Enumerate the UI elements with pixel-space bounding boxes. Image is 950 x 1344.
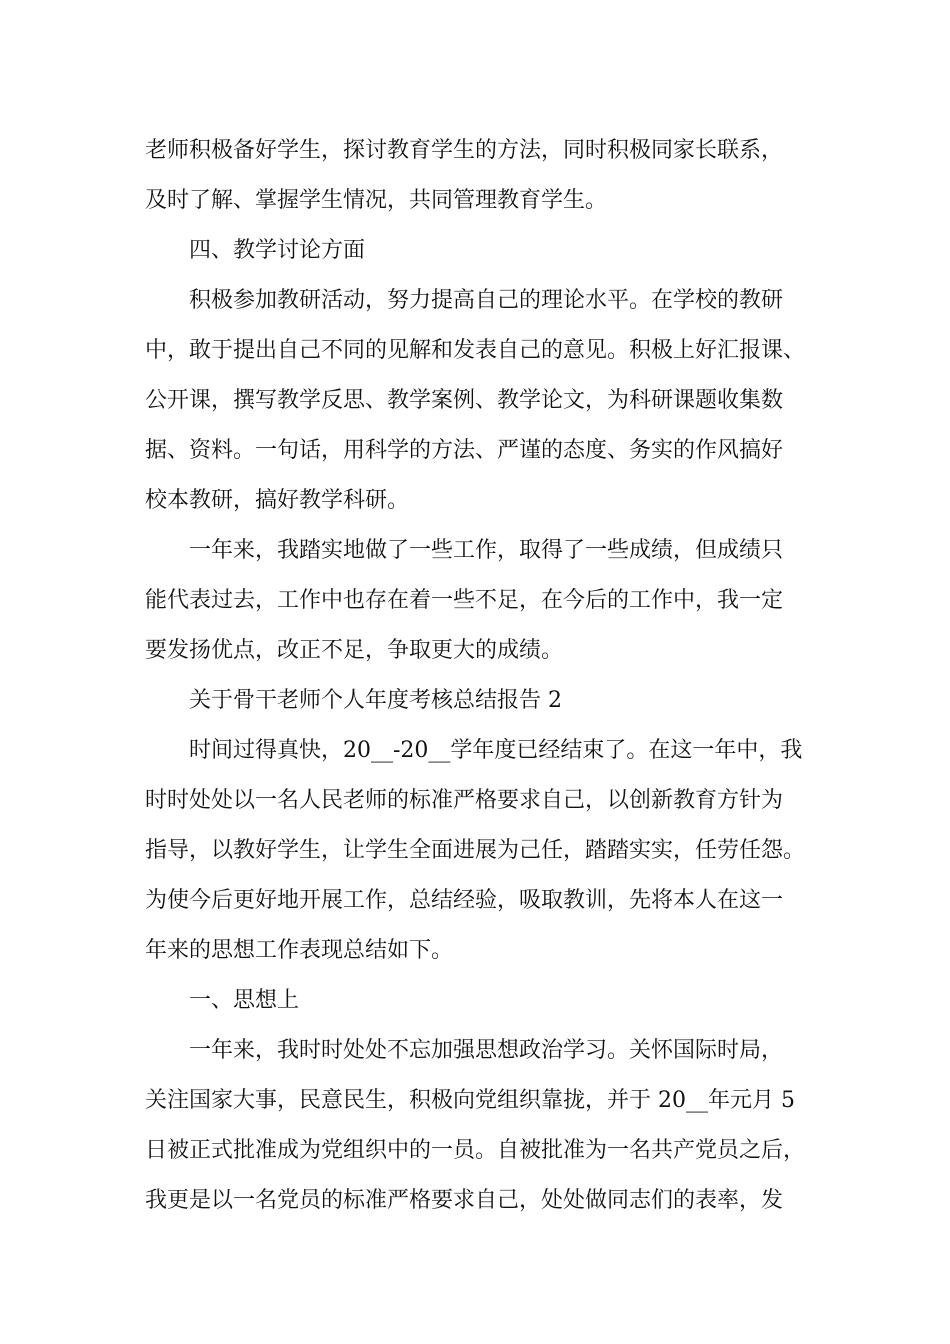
text-line: 中，敢于提出自己不同的见解和发表自己的意见。积极上好汇报课、 xyxy=(145,338,806,363)
report-title: 关于骨干老师个人年度考核总结报告 2 xyxy=(189,688,562,713)
text-line: 一年来，我时时处处不忘加强思想政治学习。关怀国际时局， xyxy=(189,1038,784,1063)
text-line: 时时处处以一名人民老师的标准严格要求自己，以创新教育方针为 xyxy=(145,788,784,813)
text-line: 我更是以一名党员的标准严格要求自己，处处做同志们的表率，发 xyxy=(145,1188,784,1213)
text-line: 日被正式批准成为党组织中的一员。自被批准为一名共产党员之后， xyxy=(145,1138,806,1163)
text-line: 年来的思想工作表现总结如下。 xyxy=(145,938,454,963)
text-line: 一年来，我踏实地做了一些工作，取得了一些成绩，但成绩只 xyxy=(189,538,784,563)
text-line: 能代表过去，工作中也存在着一些不足，在今后的工作中，我一定 xyxy=(145,588,784,613)
text-line: 及时了解、掌握学生情况，共同管理教育学生。 xyxy=(145,188,608,213)
text-line: 积极参加教研活动，努力提高自己的理论水平。在学校的教研 xyxy=(189,288,784,313)
document-body xyxy=(145,126,825,1226)
text-line: 关注国家大事，民意民生，积极向党组织靠拢，并于 20__年元月 5 xyxy=(145,1088,795,1113)
section-heading: 一、思想上 xyxy=(189,988,300,1013)
text-line: 公开课，撰写教学反思、教学案例、教学论文，为科研课题收集数 xyxy=(145,388,784,413)
text-line: 据、资料。一句话，用科学的方法、严谨的态度、务实的作风搞好 xyxy=(145,438,784,463)
text-line: 时间过得真快，20__-20__学年度已经结束了。在这一年中，我 xyxy=(189,738,803,763)
text-line: 要发扬优点，改正不足，争取更大的成绩。 xyxy=(145,638,564,663)
text-line: 校本教研，搞好教学科研。 xyxy=(145,488,410,513)
section-heading: 四、教学讨论方面 xyxy=(189,238,366,263)
text-line: 老师积极备好学生，探讨教育学生的方法，同时积极同家长联系， xyxy=(145,138,784,163)
text-line: 指导，以教好学生，让学生全面进展为己任，踏踏实实，任劳任怨。 xyxy=(145,838,806,863)
text-line: 为使今后更好地开展工作，总结经验，吸取教训，先将本人在这一 xyxy=(145,888,784,913)
